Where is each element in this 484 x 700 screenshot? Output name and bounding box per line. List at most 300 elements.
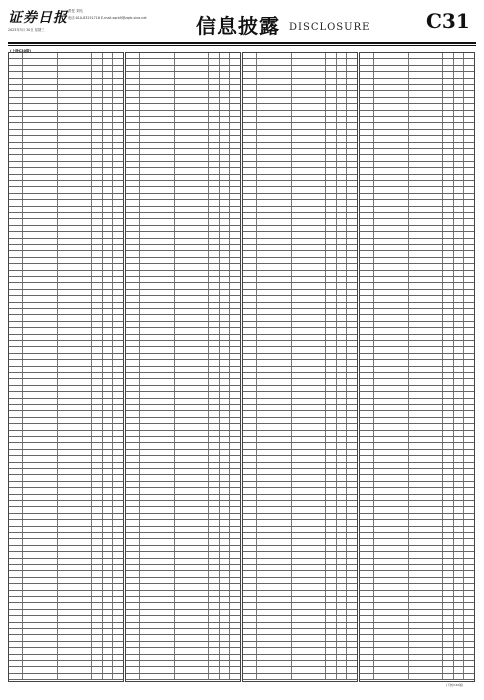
cell-divider	[453, 162, 454, 167]
cell-divider	[219, 347, 220, 352]
cell-divider	[22, 367, 23, 372]
cell-divider	[22, 104, 23, 109]
cell-divider	[57, 175, 58, 180]
cell-divider	[57, 661, 58, 666]
cell-divider	[336, 443, 337, 448]
cell-divider	[22, 328, 23, 333]
cell-divider	[112, 187, 113, 192]
cell-divider	[256, 175, 257, 180]
cell-divider	[346, 111, 347, 116]
cell-divider	[174, 303, 175, 308]
cell-divider	[373, 629, 374, 634]
cell-divider	[346, 130, 347, 135]
cell-divider	[453, 283, 454, 288]
cell-divider	[229, 130, 230, 135]
cell-divider	[325, 123, 326, 128]
cell-divider	[219, 264, 220, 269]
cell-divider	[442, 354, 443, 359]
cell-divider	[346, 411, 347, 416]
cell-divider	[91, 629, 92, 634]
cell-divider	[453, 411, 454, 416]
cell-divider	[174, 104, 175, 109]
cell-divider	[219, 482, 220, 487]
cell-divider	[139, 290, 140, 295]
cell-divider	[102, 117, 103, 122]
cell-divider	[408, 482, 409, 487]
cell-divider	[291, 59, 292, 64]
cell-divider	[291, 623, 292, 628]
cell-divider	[346, 392, 347, 397]
cell-divider	[139, 584, 140, 589]
cell-divider	[91, 565, 92, 570]
cell-divider	[408, 155, 409, 160]
cell-divider	[336, 610, 337, 615]
cell-divider	[373, 514, 374, 519]
cell-divider	[336, 597, 337, 602]
cell-divider	[408, 405, 409, 410]
cell-divider	[408, 501, 409, 506]
cell-divider	[336, 475, 337, 480]
cell-divider	[463, 219, 464, 224]
cell-divider	[463, 207, 464, 212]
cell-divider	[442, 226, 443, 231]
cell-divider	[336, 175, 337, 180]
cell-divider	[139, 354, 140, 359]
cell-divider	[336, 578, 337, 583]
cell-divider	[336, 360, 337, 365]
cell-divider	[174, 603, 175, 608]
cell-divider	[256, 66, 257, 71]
cell-divider	[91, 379, 92, 384]
cell-divider	[336, 226, 337, 231]
cell-divider	[453, 251, 454, 256]
cell-divider	[208, 104, 209, 109]
cell-divider	[219, 290, 220, 295]
cell-divider	[219, 162, 220, 167]
cell-divider	[453, 72, 454, 77]
cell-divider	[57, 354, 58, 359]
cell-divider	[256, 303, 257, 308]
cell-divider	[325, 661, 326, 666]
cell-divider	[112, 501, 113, 506]
cell-divider	[373, 661, 374, 666]
cell-divider	[91, 431, 92, 436]
cell-divider	[325, 354, 326, 359]
cell-divider	[453, 143, 454, 148]
cell-divider	[112, 175, 113, 180]
cell-divider	[208, 386, 209, 391]
cell-divider	[408, 418, 409, 423]
cell-divider	[325, 463, 326, 468]
cell-divider	[373, 642, 374, 647]
cell-divider	[102, 136, 103, 141]
cell-divider	[139, 443, 140, 448]
cell-divider	[57, 91, 58, 96]
cell-divider	[408, 424, 409, 429]
table-column-2	[125, 52, 241, 682]
cell-divider	[463, 117, 464, 122]
cell-divider	[325, 347, 326, 352]
cell-divider	[256, 642, 257, 647]
cell-divider	[453, 546, 454, 551]
cell-divider	[256, 488, 257, 493]
cell-divider	[22, 610, 23, 615]
cell-divider	[291, 360, 292, 365]
cell-divider	[229, 411, 230, 416]
cell-divider	[291, 328, 292, 333]
cell-divider	[174, 367, 175, 372]
cell-divider	[346, 527, 347, 532]
cell-divider	[112, 251, 113, 256]
cell-divider	[91, 527, 92, 532]
cell-divider	[325, 258, 326, 263]
cell-divider	[408, 181, 409, 186]
cell-divider	[139, 130, 140, 135]
cell-divider	[112, 655, 113, 660]
cell-divider	[139, 341, 140, 346]
cell-divider	[229, 271, 230, 276]
cell-divider	[256, 226, 257, 231]
cell-divider	[91, 277, 92, 282]
cell-divider	[174, 258, 175, 263]
cell-divider	[373, 155, 374, 160]
cell-divider	[256, 424, 257, 429]
cell-divider	[463, 405, 464, 410]
cell-divider	[22, 392, 23, 397]
cell-divider	[139, 392, 140, 397]
cell-divider	[291, 149, 292, 154]
cell-divider	[174, 411, 175, 416]
cell-divider	[325, 411, 326, 416]
cell-divider	[102, 130, 103, 135]
cell-divider	[442, 85, 443, 90]
cell-divider	[208, 200, 209, 205]
cell-divider	[346, 591, 347, 596]
cell-divider	[291, 495, 292, 500]
cell-divider	[453, 405, 454, 410]
cell-divider	[256, 251, 257, 256]
cell-divider	[442, 168, 443, 173]
cell-divider	[139, 245, 140, 250]
cell-divider	[102, 591, 103, 596]
cell-divider	[256, 584, 257, 589]
cell-divider	[346, 603, 347, 608]
cell-divider	[346, 367, 347, 372]
cell-divider	[291, 443, 292, 448]
cell-divider	[336, 155, 337, 160]
cell-divider	[102, 539, 103, 544]
cell-divider	[102, 616, 103, 621]
cell-divider	[442, 130, 443, 135]
cell-divider	[256, 98, 257, 103]
cell-divider	[57, 264, 58, 269]
cell-divider	[336, 571, 337, 576]
cell-divider	[229, 591, 230, 596]
cell-divider	[453, 443, 454, 448]
cell-divider	[346, 469, 347, 474]
cell-divider	[408, 111, 409, 116]
cell-divider	[373, 507, 374, 512]
cell-divider	[336, 66, 337, 71]
cell-divider	[174, 245, 175, 250]
cell-divider	[408, 98, 409, 103]
cell-divider	[22, 552, 23, 557]
cell-divider	[174, 578, 175, 583]
cell-divider	[336, 219, 337, 224]
cell-divider	[373, 315, 374, 320]
cell-divider	[91, 603, 92, 608]
cell-divider	[453, 264, 454, 269]
cell-divider	[463, 533, 464, 538]
cell-divider	[325, 469, 326, 474]
cell-divider	[57, 597, 58, 602]
cell-divider	[22, 507, 23, 512]
cell-divider	[22, 571, 23, 576]
cell-divider	[408, 437, 409, 442]
cell-divider	[346, 168, 347, 173]
cell-divider	[208, 59, 209, 64]
cell-divider	[442, 520, 443, 525]
cell-divider	[442, 379, 443, 384]
cell-divider	[442, 571, 443, 576]
cell-divider	[208, 264, 209, 269]
cell-divider	[442, 565, 443, 570]
cell-divider	[453, 392, 454, 397]
cell-divider	[219, 200, 220, 205]
cell-divider	[139, 296, 140, 301]
cell-divider	[57, 431, 58, 436]
cell-divider	[346, 501, 347, 506]
cell-divider	[112, 315, 113, 320]
cell-divider	[112, 85, 113, 90]
cell-divider	[174, 661, 175, 666]
cell-divider	[346, 399, 347, 404]
cell-divider	[442, 469, 443, 474]
cell-divider	[256, 239, 257, 244]
cell-divider	[325, 546, 326, 551]
cell-divider	[291, 520, 292, 525]
cell-divider	[346, 296, 347, 301]
cell-divider	[336, 514, 337, 519]
cell-divider	[208, 360, 209, 365]
cell-divider	[442, 335, 443, 340]
cell-divider	[325, 303, 326, 308]
cell-divider	[336, 53, 337, 58]
cell-divider	[291, 642, 292, 647]
cell-divider	[291, 104, 292, 109]
cell-divider	[91, 187, 92, 192]
cell-divider	[139, 85, 140, 90]
cell-divider	[256, 392, 257, 397]
cell-divider	[57, 136, 58, 141]
cell-divider	[325, 386, 326, 391]
cell-divider	[346, 565, 347, 570]
cell-divider	[346, 98, 347, 103]
cell-divider	[174, 629, 175, 634]
cell-divider	[325, 629, 326, 634]
cell-divider	[291, 239, 292, 244]
cell-divider	[219, 136, 220, 141]
cell-divider	[208, 463, 209, 468]
cell-divider	[453, 226, 454, 231]
cell-divider	[174, 200, 175, 205]
cell-divider	[91, 239, 92, 244]
cell-divider	[208, 667, 209, 672]
cell-divider	[336, 642, 337, 647]
cell-divider	[57, 130, 58, 135]
cell-divider	[102, 399, 103, 404]
cell-divider	[463, 264, 464, 269]
cell-divider	[442, 488, 443, 493]
cell-divider	[291, 264, 292, 269]
cell-divider	[373, 162, 374, 167]
cell-divider	[325, 405, 326, 410]
cell-divider	[373, 565, 374, 570]
cell-divider	[22, 578, 23, 583]
cell-divider	[112, 59, 113, 64]
cell-divider	[208, 610, 209, 615]
cell-divider	[336, 162, 337, 167]
cell-divider	[139, 642, 140, 647]
cell-divider	[336, 616, 337, 621]
cell-divider	[112, 194, 113, 199]
cell-divider	[219, 546, 220, 551]
cell-divider	[174, 635, 175, 640]
cell-divider	[139, 546, 140, 551]
cell-divider	[57, 546, 58, 551]
cell-divider	[208, 603, 209, 608]
cell-divider	[139, 315, 140, 320]
cell-divider	[112, 245, 113, 250]
cell-divider	[57, 514, 58, 519]
cell-divider	[208, 251, 209, 256]
cell-divider	[139, 136, 140, 141]
cell-divider	[463, 315, 464, 320]
cell-divider	[208, 418, 209, 423]
cell-divider	[57, 591, 58, 596]
cell-divider	[453, 303, 454, 308]
cell-divider	[102, 91, 103, 96]
cell-divider	[346, 379, 347, 384]
cell-divider	[91, 85, 92, 90]
cell-divider	[408, 373, 409, 378]
cell-divider	[336, 488, 337, 493]
cell-divider	[102, 181, 103, 186]
cell-divider	[463, 251, 464, 256]
cell-divider	[174, 117, 175, 122]
cell-divider	[219, 354, 220, 359]
cell-divider	[22, 155, 23, 160]
cell-divider	[256, 277, 257, 282]
cell-divider	[208, 456, 209, 461]
cell-divider	[57, 239, 58, 244]
cell-divider	[219, 437, 220, 442]
cell-divider	[463, 655, 464, 660]
cell-divider	[57, 495, 58, 500]
cell-divider	[112, 232, 113, 237]
cell-divider	[219, 379, 220, 384]
cell-divider	[373, 424, 374, 429]
cell-divider	[229, 507, 230, 512]
cell-divider	[91, 367, 92, 372]
cell-divider	[325, 597, 326, 602]
cell-divider	[229, 495, 230, 500]
cell-divider	[139, 111, 140, 116]
cell-divider	[22, 136, 23, 141]
cell-divider	[219, 149, 220, 154]
cell-divider	[373, 251, 374, 256]
cell-divider	[57, 392, 58, 397]
cell-divider	[408, 123, 409, 128]
cell-divider	[229, 456, 230, 461]
cell-divider	[22, 437, 23, 442]
cell-divider	[219, 373, 220, 378]
cell-divider	[346, 104, 347, 109]
cell-divider	[139, 635, 140, 640]
cell-divider	[208, 143, 209, 148]
cell-divider	[102, 149, 103, 154]
cell-divider	[229, 635, 230, 640]
cell-divider	[139, 264, 140, 269]
cell-divider	[208, 674, 209, 679]
cell-divider	[336, 559, 337, 564]
cell-divider	[57, 501, 58, 506]
cell-divider	[22, 514, 23, 519]
cell-divider	[463, 303, 464, 308]
cell-divider	[325, 315, 326, 320]
cell-divider	[346, 239, 347, 244]
cell-divider	[291, 98, 292, 103]
cell-divider	[208, 213, 209, 218]
cell-divider	[102, 264, 103, 269]
cell-divider	[463, 143, 464, 148]
cell-divider	[373, 245, 374, 250]
cell-divider	[139, 322, 140, 327]
cell-divider	[373, 591, 374, 596]
cell-divider	[102, 661, 103, 666]
cell-divider	[453, 85, 454, 90]
cell-divider	[453, 347, 454, 352]
cell-divider	[22, 245, 23, 250]
cell-divider	[57, 277, 58, 282]
cell-divider	[22, 59, 23, 64]
cell-divider	[346, 66, 347, 71]
cell-divider	[22, 143, 23, 148]
cell-divider	[229, 207, 230, 212]
cell-divider	[346, 616, 347, 621]
cell-divider	[408, 117, 409, 122]
cell-divider	[325, 264, 326, 269]
cell-divider	[453, 571, 454, 576]
cell-divider	[102, 123, 103, 128]
cell-divider	[256, 456, 257, 461]
cell-divider	[346, 155, 347, 160]
cell-divider	[91, 501, 92, 506]
cell-divider	[229, 136, 230, 141]
cell-divider	[174, 539, 175, 544]
cell-divider	[22, 360, 23, 365]
cell-divider	[208, 437, 209, 442]
cell-divider	[22, 271, 23, 276]
cell-divider	[57, 610, 58, 615]
cell-divider	[208, 328, 209, 333]
cell-divider	[229, 482, 230, 487]
cell-divider	[453, 322, 454, 327]
cell-divider	[91, 258, 92, 263]
cell-divider	[139, 603, 140, 608]
cell-divider	[219, 143, 220, 148]
cell-divider	[346, 226, 347, 231]
